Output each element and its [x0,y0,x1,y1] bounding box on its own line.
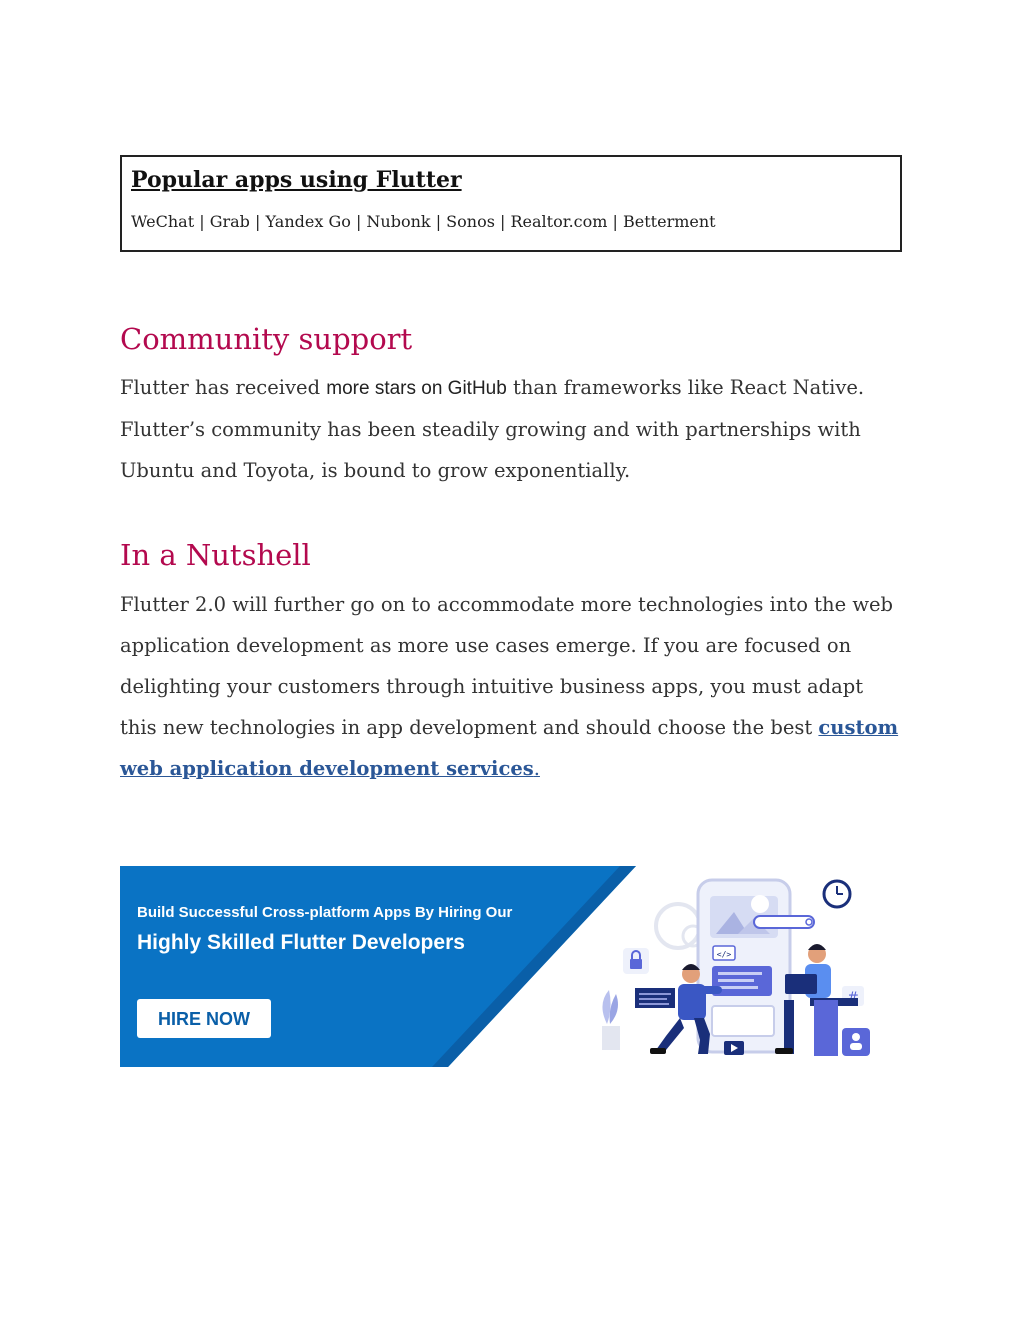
nutshell-text: this new technologies in app development and should choose the best [120,716,819,739]
community-text: Flutter’s community has been steadily growing and with partnerships with [120,418,861,441]
search-bar [754,916,814,928]
banner-title: Highly Skilled Flutter Developers [137,931,465,954]
popular-apps-box [120,155,902,252]
popular-apps-list: WeChat | Grab | Yandex Go | Nubonk | Sonos | Realtor.com | Betterment [131,212,716,231]
popular-apps-title: Popular apps using Flutter [131,167,462,193]
nutshell-heading: In a Nutshell [120,538,311,572]
community-support-paragraph [120,367,910,491]
plant-leaf [602,990,610,1024]
plant-pot [602,1026,620,1050]
banner-graphic [120,866,904,1067]
user-icon [842,1028,870,1056]
nutshell-text: Flutter 2.0 will further go on to accommodate more technologies into the web [120,593,894,616]
link-period: . [533,757,540,780]
banner-subtitle: Build Successful Cross-platform Apps By Hiring Our [137,904,513,921]
hire-developers-banner[interactable] [120,866,904,1067]
laptop [785,974,817,994]
community-text: than frameworks like React Native. [506,376,865,399]
developers-illustration [602,880,870,1056]
hire-now-button[interactable] [137,999,271,1038]
code-symbol: </> [716,950,732,959]
custom-web-app-link[interactable]: custom [818,716,899,739]
nutshell-text: delighting your customers through intuitive business apps, you must adapt [120,675,864,698]
stool [814,1000,838,1056]
nutshell-paragraph [120,584,910,789]
custom-web-app-link[interactable]: web application development services [120,757,534,780]
nutshell-text: application development as more use cases emerge. If you are focused on [120,634,852,657]
community-github-phrase: more stars on GitHub [326,378,507,399]
sun-shape [751,895,769,913]
community-support-heading: Community support [120,322,413,356]
community-text: Ubuntu and Toyota, is bound to grow exponentially. [120,459,631,482]
community-text: Flutter has received [120,376,327,399]
hire-now-label: HIRE NOW [158,1009,250,1029]
